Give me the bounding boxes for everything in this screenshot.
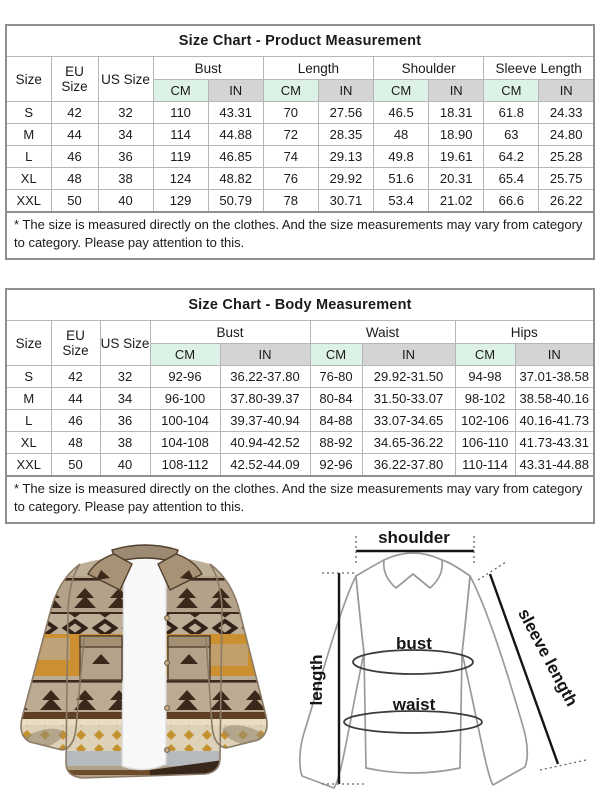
table-cell: 41.73-43.31 <box>515 432 594 454</box>
table-cell: 74 <box>263 146 318 168</box>
table-cell: 119 <box>153 146 208 168</box>
patterned-shirt-illustration <box>0 518 292 800</box>
header-size: Size <box>6 57 51 102</box>
table-cell: 20.31 <box>429 168 484 190</box>
table-cell: 46.5 <box>374 102 429 124</box>
product-measurement-section <box>5 24 595 260</box>
table-cell: XXL <box>6 190 51 213</box>
table-cell: 40 <box>100 454 150 477</box>
table-cell: 92-96 <box>310 454 362 477</box>
table-cell: XXL <box>6 454 51 477</box>
table-cell: 39.37-40.94 <box>220 410 310 432</box>
unit-cm: CM <box>484 80 539 102</box>
table-cell: 28.35 <box>318 124 373 146</box>
table-cell: 84-88 <box>310 410 362 432</box>
table-cell: 42.52-44.09 <box>220 454 310 477</box>
table-cell: 44 <box>51 388 100 410</box>
table-cell: 26.22 <box>539 190 594 213</box>
table-cell: 98-102 <box>455 388 515 410</box>
table-cell: 50 <box>51 454 100 477</box>
table-cell: 70 <box>263 102 318 124</box>
table-cell: 94-98 <box>455 366 515 388</box>
table-cell: 44 <box>51 124 98 146</box>
table-cell: 36.22-37.80 <box>362 454 455 477</box>
table-cell: 37.80-39.37 <box>220 388 310 410</box>
table-cell: 129 <box>153 190 208 213</box>
product-table-title: Size Chart - Product Measurement <box>6 25 594 57</box>
length-label: length <box>307 654 326 706</box>
table-cell: 46 <box>51 146 98 168</box>
table-row <box>6 366 594 388</box>
unit-in: IN <box>220 344 310 366</box>
table-cell: M <box>6 388 51 410</box>
header-bust: Bust <box>153 57 263 80</box>
table-cell: L <box>6 410 51 432</box>
table-cell: 48 <box>51 432 100 454</box>
table-cell: 63 <box>484 124 539 146</box>
header-us-size: US Size <box>98 57 153 102</box>
unit-cm: CM <box>150 344 220 366</box>
table-row <box>6 432 594 454</box>
table-cell: 61.8 <box>484 102 539 124</box>
unit-cm: CM <box>455 344 515 366</box>
diagram-shirt-outline <box>300 553 528 788</box>
body-table-footnote: * The size is measured directly on the clothes. And the size measurements may vary from category to category. Please pay attention to this. <box>5 477 595 524</box>
table-cell: 43.31 <box>208 102 263 124</box>
table-cell: 43.31-44.88 <box>515 454 594 477</box>
header-hips: Hips <box>455 321 594 344</box>
table-cell: 92-96 <box>150 366 220 388</box>
table-cell: 19.61 <box>429 146 484 168</box>
table-cell: 37.01-38.58 <box>515 366 594 388</box>
table-row <box>6 102 594 124</box>
table-cell: XL <box>6 168 51 190</box>
shirt-measurement-diagram <box>292 518 600 800</box>
measurement-diagram <box>292 518 600 800</box>
unit-in: IN <box>539 80 594 102</box>
unit-in: IN <box>515 344 594 366</box>
table-cell: 42 <box>51 102 98 124</box>
table-cell: 36.22-37.80 <box>220 366 310 388</box>
table-cell: 31.50-33.07 <box>362 388 455 410</box>
body-measurement-section <box>5 288 595 524</box>
table-row <box>6 190 594 213</box>
table-cell: 34.65-36.22 <box>362 432 455 454</box>
unit-cm: CM <box>153 80 208 102</box>
table-cell: 40.94-42.52 <box>220 432 310 454</box>
table-cell: 72 <box>263 124 318 146</box>
table-cell: 106-110 <box>455 432 515 454</box>
table-row <box>6 388 594 410</box>
table-cell: 53.4 <box>374 190 429 213</box>
table-cell: 32 <box>98 102 153 124</box>
table-cell: 34 <box>100 388 150 410</box>
table-cell: 29.92-31.50 <box>362 366 455 388</box>
unit-cm: CM <box>374 80 429 102</box>
table-cell: 48.82 <box>208 168 263 190</box>
table-cell: 66.6 <box>484 190 539 213</box>
unit-in: IN <box>362 344 455 366</box>
table-cell: 96-100 <box>150 388 220 410</box>
table-cell: 25.28 <box>539 146 594 168</box>
table-cell: 44.88 <box>208 124 263 146</box>
sleeve-length-label: sleeve length <box>514 605 582 710</box>
table-cell: 36 <box>100 410 150 432</box>
waist-label: waist <box>392 695 436 714</box>
table-cell: 27.56 <box>318 102 373 124</box>
body-measurement-table <box>5 288 595 477</box>
table-cell: 65.4 <box>484 168 539 190</box>
white-tee <box>122 548 166 770</box>
header-waist: Waist <box>310 321 455 344</box>
table-cell: 30.71 <box>318 190 373 213</box>
table-row <box>6 454 594 477</box>
table-cell: 48 <box>51 168 98 190</box>
table-cell: 48 <box>374 124 429 146</box>
table-cell: 18.90 <box>429 124 484 146</box>
table-cell: 50.79 <box>208 190 263 213</box>
table-cell: 100-104 <box>150 410 220 432</box>
header-sleeve-length: Sleeve Length <box>484 57 594 80</box>
table-cell: 78 <box>263 190 318 213</box>
table-cell: 40 <box>98 190 153 213</box>
table-cell: 38 <box>98 168 153 190</box>
table-cell: 50 <box>51 190 98 213</box>
unit-cm: CM <box>310 344 362 366</box>
table-cell: 32 <box>100 366 150 388</box>
table-row <box>6 124 594 146</box>
table-cell: 40.16-41.73 <box>515 410 594 432</box>
unit-in: IN <box>318 80 373 102</box>
table-cell: 42 <box>51 366 100 388</box>
table-cell: S <box>6 102 51 124</box>
table-cell: 24.80 <box>539 124 594 146</box>
table-cell: 110-114 <box>455 454 515 477</box>
header-us-size: US Size <box>100 321 150 366</box>
header-bust: Bust <box>150 321 310 344</box>
unit-cm: CM <box>263 80 318 102</box>
table-cell: 33.07-34.65 <box>362 410 455 432</box>
unit-in: IN <box>429 80 484 102</box>
header-eu-size: EU Size <box>51 321 100 366</box>
table-cell: 38 <box>100 432 150 454</box>
unit-in: IN <box>208 80 263 102</box>
table-cell: 124 <box>153 168 208 190</box>
body-table-title: Size Chart - Body Measurement <box>6 289 594 321</box>
table-cell: 36 <box>98 146 153 168</box>
table-cell: 34 <box>98 124 153 146</box>
bottom-section <box>0 518 600 800</box>
table-cell: L <box>6 146 51 168</box>
header-shoulder: Shoulder <box>374 57 484 80</box>
table-row <box>6 168 594 190</box>
table-cell: 104-108 <box>150 432 220 454</box>
table-cell: 114 <box>153 124 208 146</box>
header-eu-size: EU Size <box>51 57 98 102</box>
table-row <box>6 146 594 168</box>
table-cell: 102-106 <box>455 410 515 432</box>
table-row <box>6 410 594 432</box>
table-cell: 76-80 <box>310 366 362 388</box>
table-cell: 76 <box>263 168 318 190</box>
table-cell: M <box>6 124 51 146</box>
table-cell: 24.33 <box>539 102 594 124</box>
table-cell: 49.8 <box>374 146 429 168</box>
table-cell: S <box>6 366 51 388</box>
header-length: Length <box>263 57 373 80</box>
body-table-body <box>6 366 594 477</box>
table-cell: 64.2 <box>484 146 539 168</box>
product-photo <box>0 518 292 800</box>
table-cell: 108-112 <box>150 454 220 477</box>
product-table-body <box>6 102 594 213</box>
table-cell: 110 <box>153 102 208 124</box>
table-cell: 25.75 <box>539 168 594 190</box>
table-cell: 51.6 <box>374 168 429 190</box>
header-size: Size <box>6 321 51 366</box>
product-measurement-table <box>5 24 595 213</box>
table-cell: 21.02 <box>429 190 484 213</box>
table-cell: 18.31 <box>429 102 484 124</box>
table-cell: 38.58-40.16 <box>515 388 594 410</box>
table-cell: 29.13 <box>318 146 373 168</box>
table-cell: 46 <box>51 410 100 432</box>
table-cell: 29.92 <box>318 168 373 190</box>
table-cell: 46.85 <box>208 146 263 168</box>
bust-label: bust <box>396 634 432 653</box>
table-cell: 80-84 <box>310 388 362 410</box>
table-cell: 88-92 <box>310 432 362 454</box>
product-table-footnote: * The size is measured directly on the clothes. And the size measurements may vary from category to category. Please pay attention to this. <box>5 213 595 260</box>
shoulder-label: shoulder <box>378 528 450 547</box>
table-cell: XL <box>6 432 51 454</box>
